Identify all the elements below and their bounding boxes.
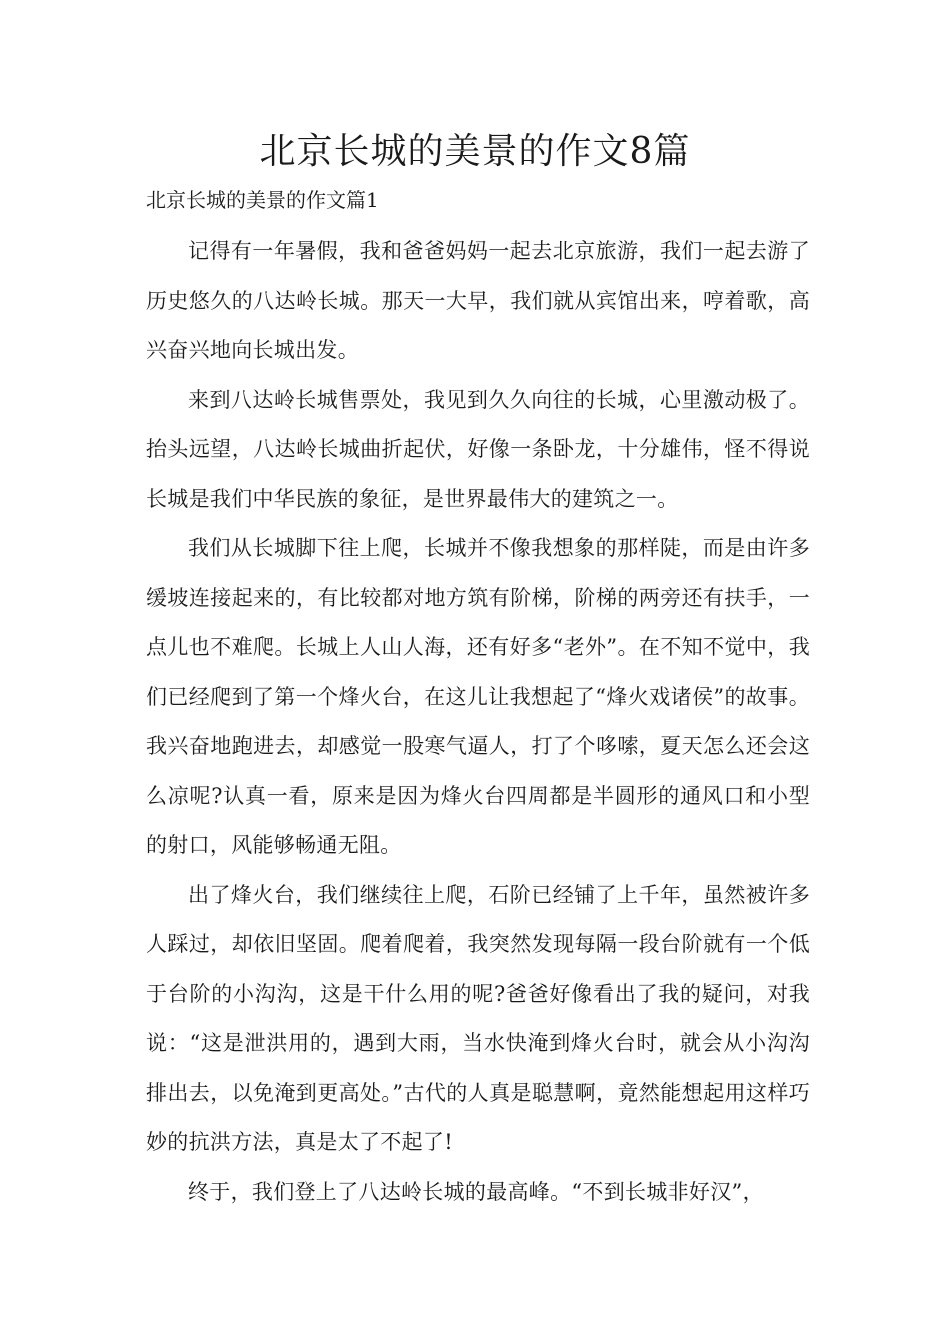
article-body	[146, 227, 810, 1217]
paragraph-2: 来到八达岭长城售票处，我见到久久向往的长城，心里激动极了。抬头远望，八达岭长城曲折起伏，好像一条卧龙，十分雄伟，怪不得说长城是我们中华民族的象征，是世界最伟大的建筑之一。	[146, 387, 810, 511]
paragraph-4: 出了烽火台，我们继续往上爬，石阶已经铺了上千年，虽然被许多人踩过，却依旧坚固。爬着爬着，我突然发现每隔一段台阶就有一个低于台阶的小沟沟，这是干什么用的呢?爸爸好像看出了我的疑问，对我说：“这是泄洪用的，遇到大雨，当水快淹到烽火台时，就会从小沟沟排出去，以免淹到更高处。”古代的人真是聪慧啊，竟然能想起用这样巧妙的抗洪方法，真是太了不起了!	[146, 882, 810, 1154]
section-heading: 北京长城的美景的作文篇1	[146, 188, 379, 212]
paragraph-1: 记得有一年暑假，我和爸爸妈妈一起去北京旅游，我们一起去游了历史悠久的八达岭长城。那天一大早，我们就从宾馆出来，哼着歌，高兴奋兴地向长城出发。	[146, 239, 810, 362]
document-title: 北京长城的美景的作文8篇	[259, 131, 691, 172]
paragraph-5: 终于，我们登上了八达岭长城的最高峰。“不到长城非好汉”，	[188, 1179, 764, 1204]
paragraph-3: 我们从长城脚下往上爬，长城并不像我想象的那样陡，而是由许多缓坡连接起来的，有比较都对地方筑有阶梯，阶梯的两旁还有扶手，一点儿也不难爬。长城上人山人海，还有好多“老外”。在不知不觉中，我们已经爬到了第一个烽火台，在这儿让我想起了“烽火戏诸侯”的故事。我兴奋地跑进去，却感觉一股寒气逼人，打了个哆嗦，夏天怎么还会这么凉呢?认真一看，原来是因为烽火台四周都是半圆形的通风口和小型的射口，风能够畅通无阻。	[146, 536, 810, 857]
